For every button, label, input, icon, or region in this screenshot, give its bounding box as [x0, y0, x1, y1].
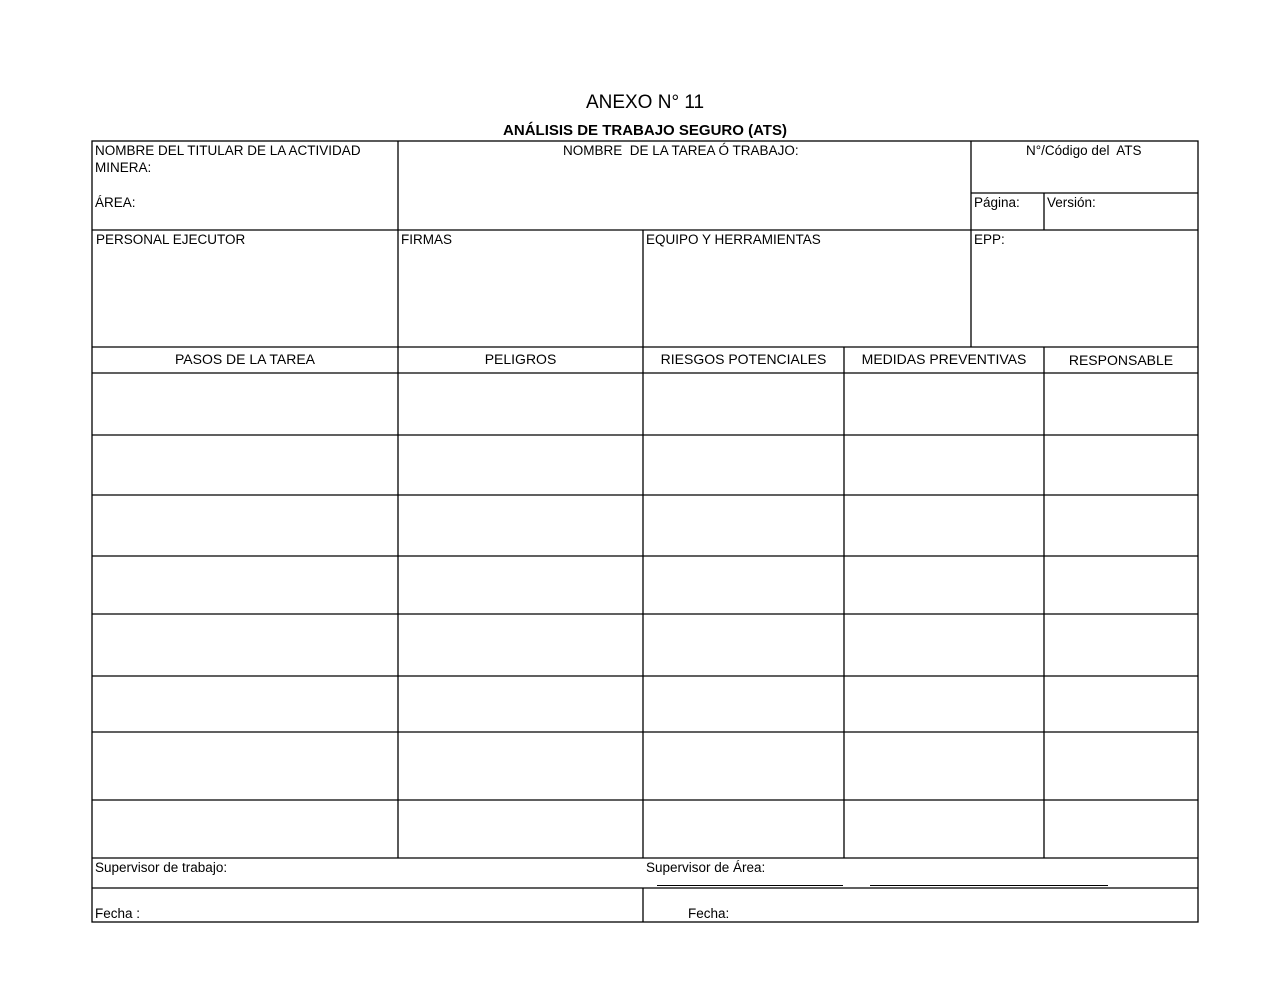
epp-label: EPP: — [974, 232, 1005, 247]
codigo-ats-label: N°/Código del ATS — [1026, 143, 1142, 158]
firmas-label: FIRMAS — [401, 232, 453, 247]
column-header-medidas: MEDIDAS PREVENTIVAS — [861, 351, 1027, 367]
version-label: Versión: — [1047, 195, 1096, 210]
equipo-herramientas-label: EQUIPO Y HERRAMIENTAS — [646, 232, 821, 247]
supervisor-trabajo-label: Supervisor de trabajo: — [95, 860, 228, 875]
fecha-left-label: Fecha : — [95, 906, 141, 921]
titular-label-line2: MINERA: — [95, 160, 152, 175]
signature-line — [870, 885, 1108, 886]
column-header-peligros: PELIGROS — [484, 351, 557, 367]
supervisor-area-label: Supervisor de Área: — [646, 860, 766, 875]
pagina-label: Página: — [974, 195, 1020, 210]
tarea-label: NOMBRE DE LA TAREA Ó TRABAJO: — [563, 143, 799, 158]
column-header-riesgos: RIESGOS POTENCIALES — [660, 351, 827, 367]
fecha-right-label: Fecha: — [688, 906, 730, 921]
document-subtitle: ANÁLISIS DE TRABAJO SEGURO (ATS) — [503, 122, 787, 139]
signature-line — [657, 885, 843, 886]
document-title: ANEXO N° 11 — [585, 92, 705, 113]
area-label: ÁREA: — [95, 195, 136, 210]
column-header-responsable: RESPONSABLE — [1068, 352, 1174, 368]
column-header-pasos: PASOS DE LA TAREA — [174, 351, 316, 367]
titular-label: NOMBRE DEL TITULAR DE LA ACTIVIDAD — [95, 143, 361, 158]
personal-ejecutor-label: PERSONAL EJECUTOR — [96, 232, 246, 247]
